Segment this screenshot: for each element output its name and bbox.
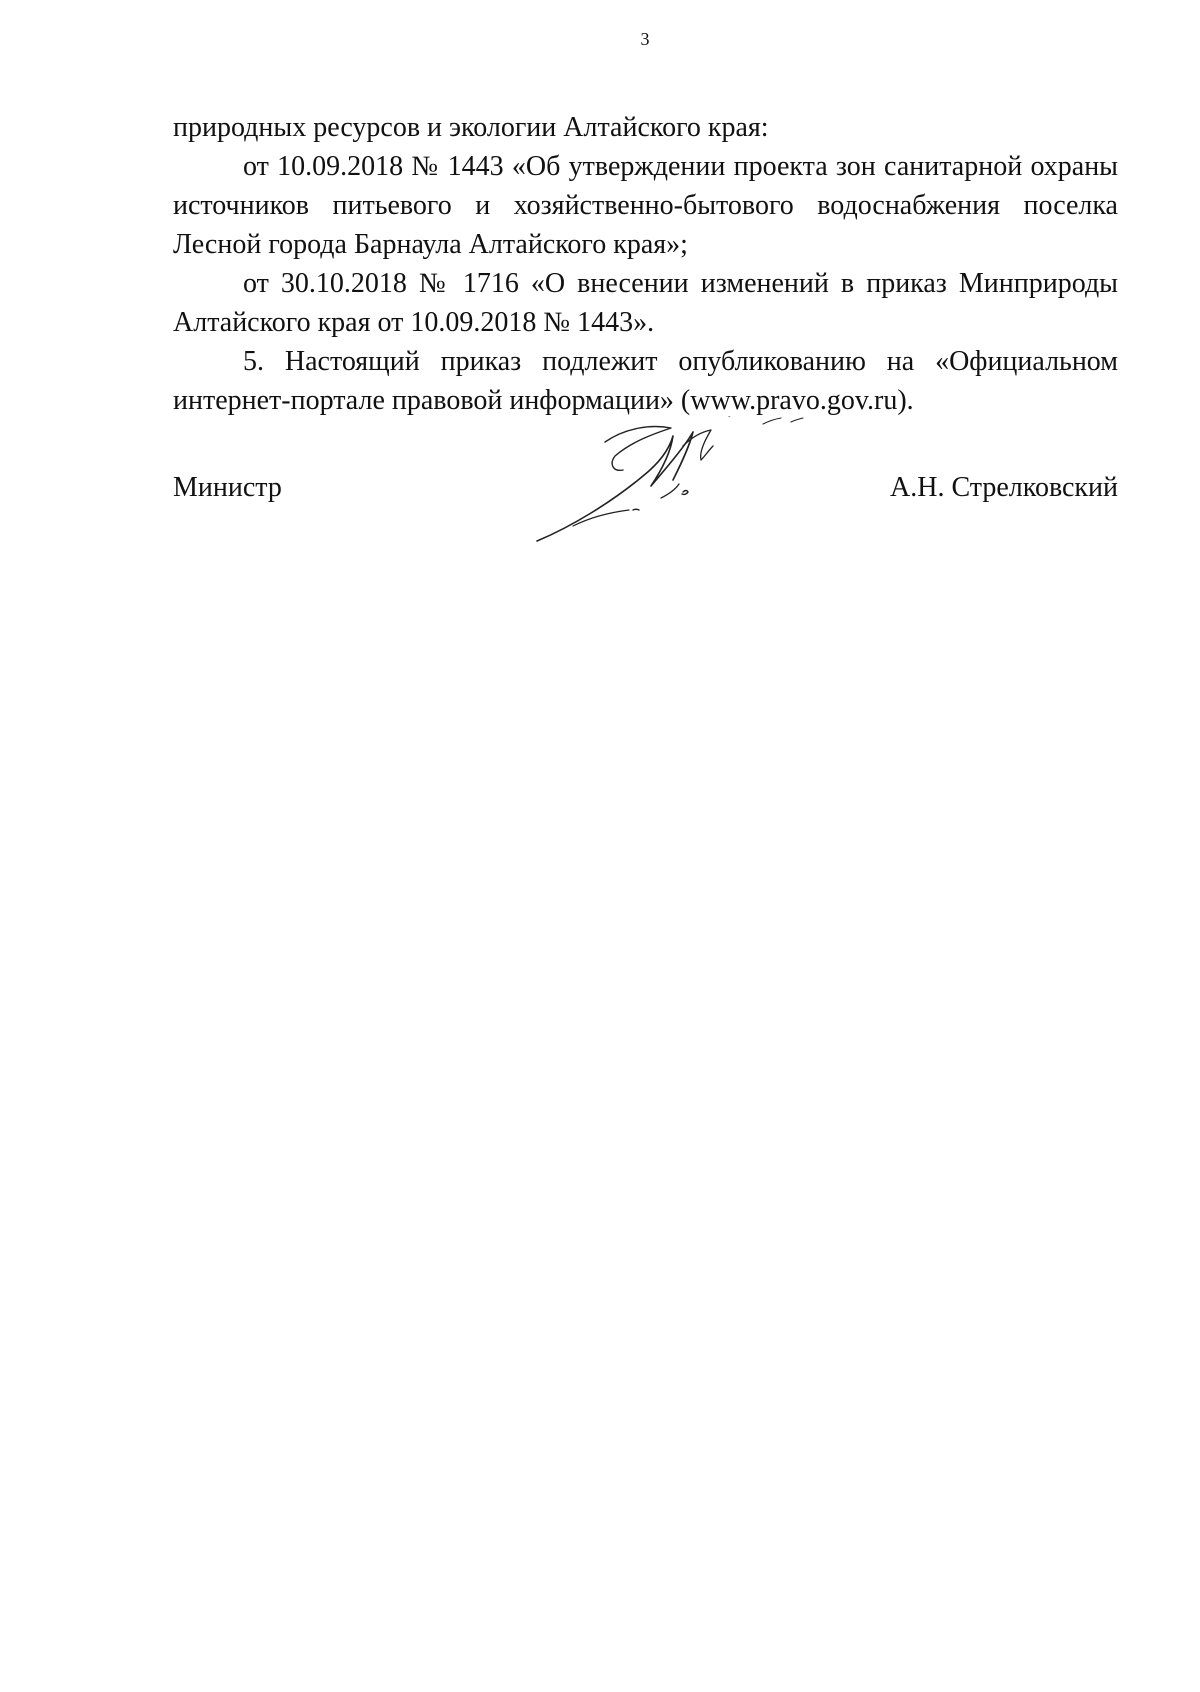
signatory-title: Министр (173, 472, 282, 503)
signature-stroke-dot-2 (682, 491, 688, 495)
document-body (173, 108, 1118, 420)
paragraph-order-1443: от 10.09.2018 № 1443 «Об утверждении проекта зон санитарной охраны источников питьевого и хозяйственно-бытового водоснабжения поселка Лесной города Барнаула Алтайского края»; (173, 151, 1118, 260)
signature-stroke-loop (605, 427, 671, 471)
paragraph-publication: 5. Настоящий приказ подлежит опубликованию на «Официальном интернет-портале правовой информации» (www.pravo.gov.ru). (173, 346, 1118, 416)
signature-stroke-tail (683, 430, 713, 460)
signature-stroke-main (537, 432, 693, 541)
handwritten-signature (533, 416, 823, 546)
signature-stroke-hook (661, 484, 679, 498)
signatory-name: А.Н. Стрелковский (890, 472, 1118, 503)
paragraph-order-1716: от 30.10.2018 № 1716 «О внесении изменений в приказ Минприроды Алтайского края от 10.09.2018 № 1443». (173, 268, 1118, 338)
signature-stroke-dot-1 (633, 509, 639, 510)
paragraph-continuation: природных ресурсов и экологии Алтайского края: (173, 112, 769, 143)
signature-stroke-mark-2 (763, 418, 781, 424)
signature-stroke-mark-3 (791, 418, 803, 422)
page-number: 3 (640, 29, 650, 49)
